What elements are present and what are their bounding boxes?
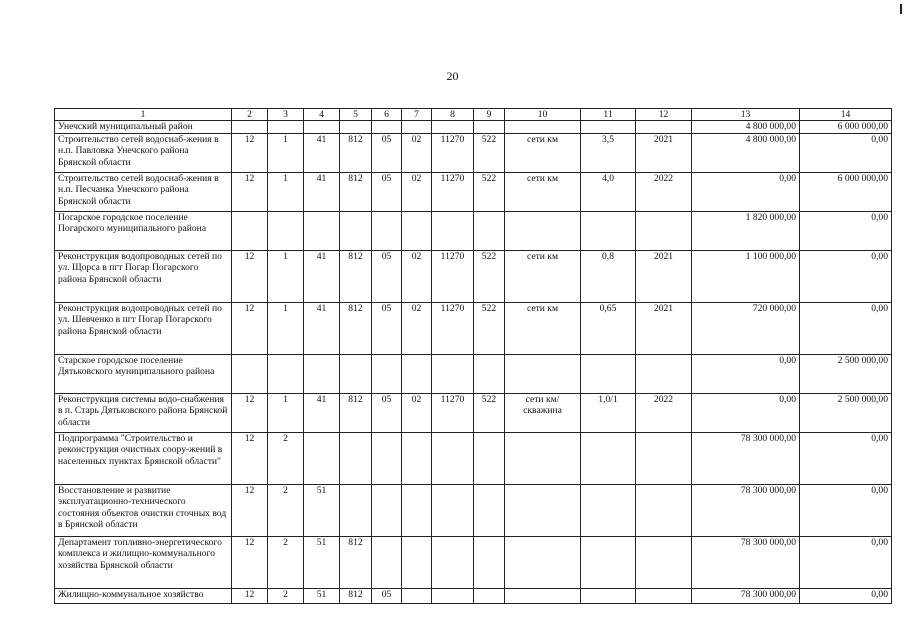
header-cell: 3 [268,109,304,121]
row-value-cell: 12 [232,432,268,484]
table-row [55,588,892,603]
row-name-cell: Жилищно-коммунальное хозяйство [55,588,232,603]
row-value-cell: 51 [304,536,340,588]
row-value-cell: 12 [232,588,268,603]
row-value-cell: 78 300 000,00 [692,432,800,484]
row-value-cell: 12 [232,172,268,211]
row-value-cell [505,484,581,536]
row-value-cell [304,432,340,484]
row-value-cell: 0,00 [800,211,892,250]
header-cell: 13 [692,109,800,121]
budget-table [54,108,892,604]
row-value-cell [402,536,432,588]
table-row [55,302,892,354]
row-value-cell: 41 [304,250,340,302]
row-name-cell: Строительство сетей водоснаб-жения в н.п. Песчанка Унечского района Брянской области [55,172,232,211]
row-value-cell: 6 000 000,00 [800,172,892,211]
row-value-cell: 812 [340,588,372,603]
row-value-cell: 05 [372,250,402,302]
row-value-cell: 11270 [432,250,474,302]
row-value-cell: 812 [340,250,372,302]
table-row [55,484,892,536]
row-value-cell: 0,00 [800,250,892,302]
row-value-cell: 522 [474,172,505,211]
row-value-cell [432,432,474,484]
row-value-cell: 522 [474,393,505,432]
row-value-cell: 0,00 [692,393,800,432]
row-value-cell [340,211,372,250]
row-name-cell: Реконструкция водопроводных сетей по ул. Шевченко в пгт Погар Погарского района Брянской области [55,302,232,354]
row-value-cell [268,211,304,250]
row-value-cell: сети км [505,133,581,172]
row-value-cell [304,354,340,393]
row-value-cell: 2 [268,536,304,588]
row-value-cell: 0,00 [800,432,892,484]
row-value-cell: 2021 [636,250,692,302]
row-value-cell [372,211,402,250]
row-value-cell [505,354,581,393]
row-value-cell: 0,65 [581,302,636,354]
row-value-cell: 0,00 [692,354,800,393]
row-value-cell [432,354,474,393]
row-value-cell [474,211,505,250]
row-value-cell [372,432,402,484]
header-cell: 7 [402,109,432,121]
header-cell: 2 [232,109,268,121]
row-value-cell [432,536,474,588]
table-row [55,172,892,211]
row-value-cell [636,432,692,484]
row-value-cell: 6 000 000,00 [800,121,892,134]
row-value-cell [232,211,268,250]
row-value-cell [232,354,268,393]
row-value-cell [304,211,340,250]
row-value-cell: сети км [505,172,581,211]
header-row [55,109,892,121]
row-name-cell: Унечский муниципальный район [55,121,232,134]
row-value-cell: 2 [268,432,304,484]
row-value-cell [581,484,636,536]
row-value-cell [474,484,505,536]
header-cell: 9 [474,109,505,121]
row-value-cell: 1,0/1 [581,393,636,432]
table-row [55,211,892,250]
table-row [55,250,892,302]
row-value-cell: 78 300 000,00 [692,536,800,588]
row-value-cell [372,354,402,393]
table-row [55,121,892,134]
row-value-cell: 11270 [432,393,474,432]
row-value-cell: 2 500 000,00 [800,393,892,432]
row-value-cell: 0,00 [800,588,892,603]
table-row [55,133,892,172]
header-cell: 10 [505,109,581,121]
row-value-cell [505,121,581,134]
row-value-cell [432,588,474,603]
table-row [55,354,892,393]
row-value-cell [340,432,372,484]
header-cell: 14 [800,109,892,121]
row-value-cell: 78 300 000,00 [692,484,800,536]
row-name-cell: Реконструкция водопроводных сетей по ул. Щорса в пгт Погар Погарского района Брянской области [55,250,232,302]
row-value-cell [372,121,402,134]
page-number: 20 [446,69,459,83]
row-value-cell [581,354,636,393]
row-value-cell: 02 [402,133,432,172]
row-value-cell [581,432,636,484]
header-cell: 5 [340,109,372,121]
row-value-cell: 812 [340,393,372,432]
row-value-cell [432,484,474,536]
row-value-cell [402,354,432,393]
row-value-cell [340,121,372,134]
row-value-cell: 12 [232,393,268,432]
row-value-cell [268,354,304,393]
row-value-cell: 05 [372,133,402,172]
header-cell: 4 [304,109,340,121]
row-value-cell [636,536,692,588]
header-cell: 1 [55,109,232,121]
row-value-cell: 2022 [636,393,692,432]
row-value-cell [636,211,692,250]
row-value-cell: 812 [340,172,372,211]
row-value-cell: 522 [474,302,505,354]
row-value-cell [432,211,474,250]
header-cell: 11 [581,109,636,121]
row-value-cell: 78 300 000,00 [692,588,800,603]
row-value-cell: 3,5 [581,133,636,172]
row-name-cell: Старское городское поселение Дятьковского муниципального района [55,354,232,393]
row-value-cell: 1 100 000,00 [692,250,800,302]
row-value-cell [505,432,581,484]
row-value-cell [581,211,636,250]
table-body [55,109,892,604]
row-value-cell [304,121,340,134]
row-value-cell [432,121,474,134]
row-value-cell: 51 [304,588,340,603]
row-value-cell: 1 [268,250,304,302]
table-row [55,536,892,588]
row-value-cell [402,121,432,134]
row-value-cell: 2 [268,484,304,536]
row-value-cell: 522 [474,250,505,302]
row-value-cell: 12 [232,536,268,588]
row-value-cell: 02 [402,393,432,432]
row-value-cell: 0,00 [800,484,892,536]
row-value-cell: 4,0 [581,172,636,211]
row-value-cell: 02 [402,250,432,302]
row-value-cell: 41 [304,302,340,354]
row-value-cell: 1 [268,133,304,172]
row-value-cell [581,121,636,134]
row-value-cell: 1 820 000,00 [692,211,800,250]
row-value-cell: 12 [232,133,268,172]
row-value-cell [581,588,636,603]
row-value-cell [372,484,402,536]
row-value-cell [505,588,581,603]
header-cell: 8 [432,109,474,121]
row-value-cell: 522 [474,133,505,172]
row-value-cell: 2021 [636,302,692,354]
row-value-cell: 12 [232,484,268,536]
row-value-cell [636,588,692,603]
row-value-cell: 812 [340,133,372,172]
row-value-cell [340,354,372,393]
edge-mark [900,4,902,14]
row-value-cell [636,121,692,134]
row-value-cell: 12 [232,250,268,302]
row-value-cell: 2022 [636,172,692,211]
row-name-cell: Восстановление и развитие эксплуатационно-технического состояния объектов очистки сточных вод в Брянской области [55,484,232,536]
row-value-cell: 05 [372,302,402,354]
row-value-cell [636,354,692,393]
table-row [55,432,892,484]
row-name-cell: Погарское городское поселение Погарского муниципального района [55,211,232,250]
row-value-cell: 1 [268,393,304,432]
row-value-cell [474,354,505,393]
row-value-cell: 1 [268,172,304,211]
row-value-cell: 4 800 000,00 [692,133,800,172]
row-value-cell: 2021 [636,133,692,172]
row-value-cell: 0,00 [800,536,892,588]
header-cell: 6 [372,109,402,121]
row-name-cell: Строительство сетей водоснаб-жения в н.п. Павловка Унечского района Брянской области [55,133,232,172]
row-value-cell: 0,8 [581,250,636,302]
row-value-cell: сети км/ скважина [505,393,581,432]
row-value-cell: 41 [304,133,340,172]
row-name-cell: Подпрограмма "Строительство и реконструкция очистных соору-жений в населенных пунктах Брянской области" [55,432,232,484]
row-value-cell [505,536,581,588]
row-value-cell: 12 [232,302,268,354]
row-value-cell [505,211,581,250]
row-value-cell: 11270 [432,302,474,354]
row-value-cell: 0,00 [800,133,892,172]
row-value-cell: 720 000,00 [692,302,800,354]
row-value-cell: 0,00 [692,172,800,211]
row-value-cell: 2 500 000,00 [800,354,892,393]
row-value-cell: 812 [340,302,372,354]
row-value-cell: 1 [268,302,304,354]
table-row [55,393,892,432]
row-value-cell: 0,00 [800,302,892,354]
row-value-cell: 02 [402,302,432,354]
row-value-cell [402,211,432,250]
row-value-cell: 41 [304,393,340,432]
row-value-cell: 05 [372,588,402,603]
row-name-cell: Департамент топливно-энергетического комплекса и жилищно-коммунального хозяйства Брянской области [55,536,232,588]
row-value-cell: 41 [304,172,340,211]
row-value-cell [340,484,372,536]
row-value-cell: 51 [304,484,340,536]
header-cell: 12 [636,109,692,121]
row-value-cell: 812 [340,536,372,588]
row-value-cell [402,432,432,484]
row-name-cell: Реконструкция системы водо-снабжения в п. Старь Дятьковского района Брянской области [55,393,232,432]
row-value-cell [268,121,304,134]
row-value-cell [232,121,268,134]
row-value-cell: 11270 [432,172,474,211]
row-value-cell [474,432,505,484]
row-value-cell [402,484,432,536]
row-value-cell: сети км [505,250,581,302]
row-value-cell [372,536,402,588]
row-value-cell [581,536,636,588]
row-value-cell: 05 [372,172,402,211]
row-value-cell: 4 800 000,00 [692,121,800,134]
row-value-cell [636,484,692,536]
row-value-cell: 05 [372,393,402,432]
row-value-cell: 2 [268,588,304,603]
row-value-cell [474,121,505,134]
row-value-cell: сети км [505,302,581,354]
row-value-cell [474,588,505,603]
row-value-cell [474,536,505,588]
row-value-cell: 11270 [432,133,474,172]
row-value-cell: 02 [402,172,432,211]
row-value-cell [402,588,432,603]
